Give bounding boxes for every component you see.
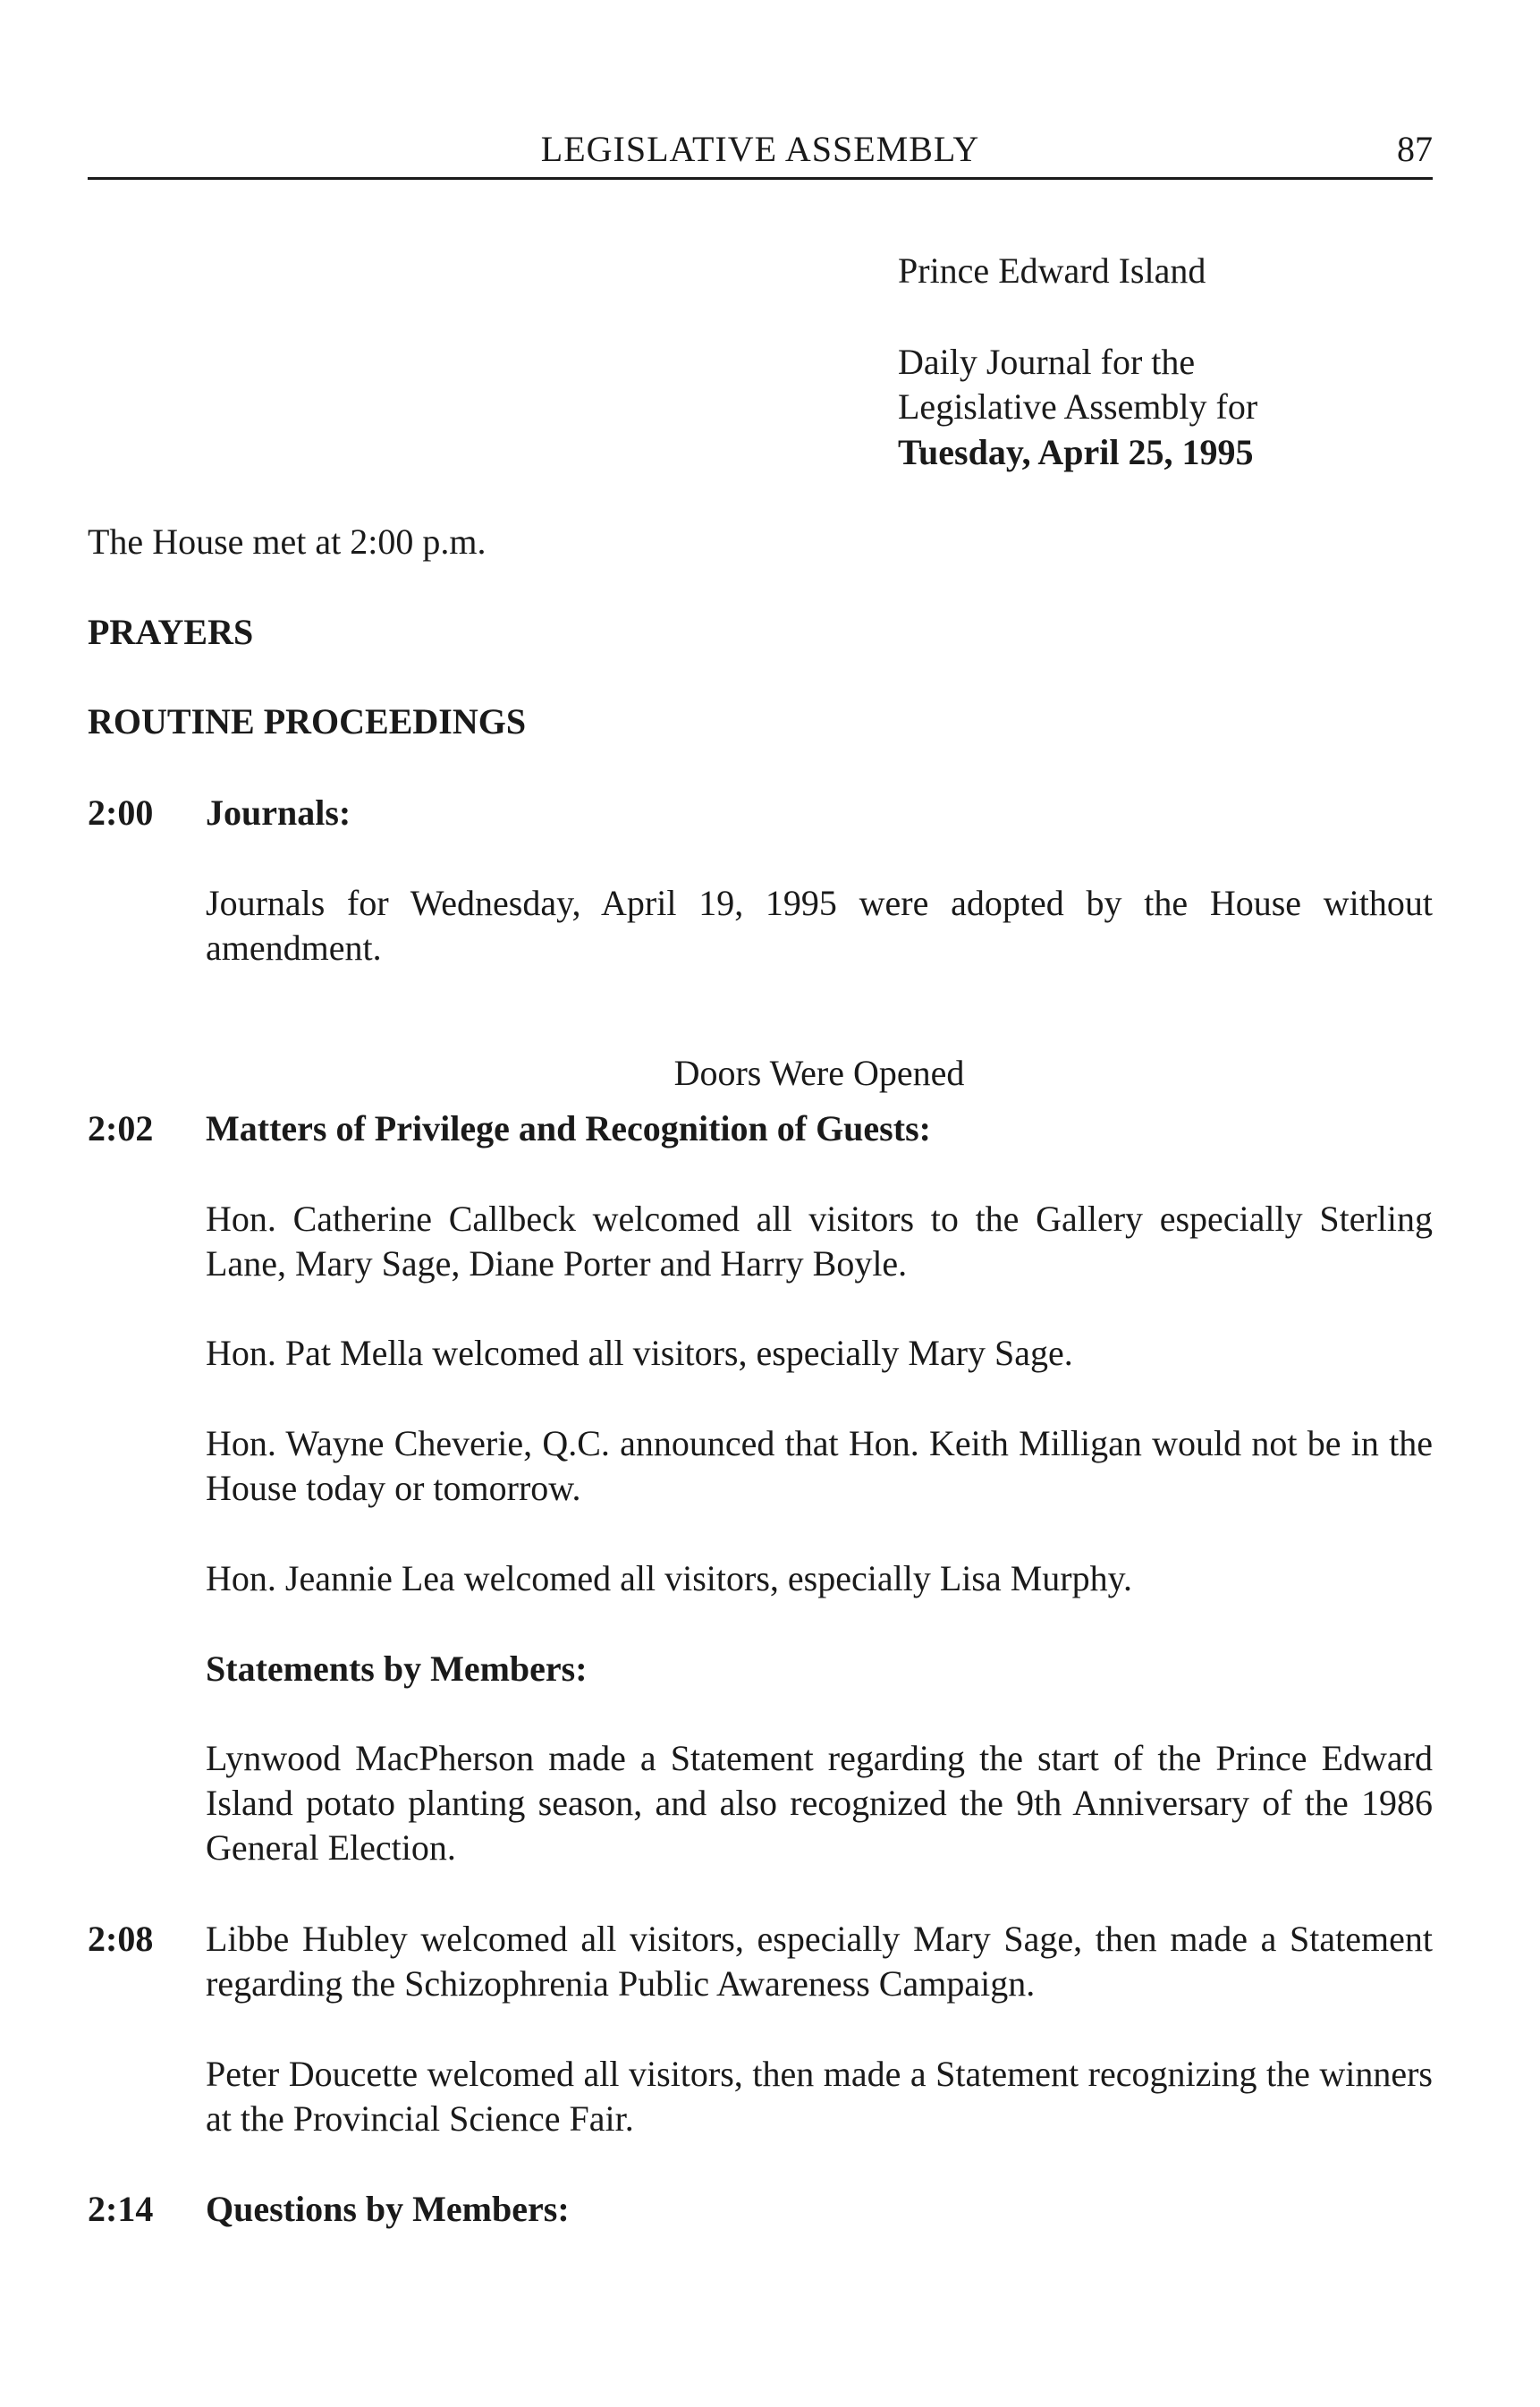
journals-text: Journals for Wednesday, April 19, 1995 were adopted by the House without amendment.: [206, 883, 1433, 968]
header-rule: [88, 177, 1433, 180]
privilege-item: Hon. Catherine Callbeck welcomed all visitors to the Gallery especially Sterling Lane, Mary Sage, Diane Porter and Harry Boyle.: [206, 1199, 1433, 1284]
prayers-heading: PRAYERS: [88, 612, 254, 652]
house-met-statement: The House met at 2:00 p.m.: [88, 521, 487, 562]
privilege-item: Hon. Jeannie Lea welcomed all visitors, especially Lisa Murphy.: [206, 1558, 1132, 1598]
privilege-heading: Matters of Privilege and Recognition of Guests:: [206, 1108, 931, 1148]
masthead-province: Prince Edward Island: [898, 250, 1206, 291]
statement-item: Peter Doucette welcomed all visitors, then made a Statement recognizing the winners at the Provincial Science Fair.: [206, 2054, 1433, 2139]
routine-proceedings-heading: ROUTINE PROCEEDINGS: [88, 701, 527, 742]
time-stamp: 2:02: [88, 1108, 154, 1148]
masthead-journal-line1: Daily Journal for the: [898, 342, 1196, 382]
questions-heading: Questions by Members:: [206, 2189, 570, 2229]
doors-opened-note: Doors Were Opened: [673, 1053, 965, 1093]
statement-item: Lynwood MacPherson made a Statement regarding the start of the Prince Edward Island potato planting season, and also recognized the 9th Anniversary of the 1986 General Election.: [206, 1738, 1433, 1868]
time-stamp: 2:00: [88, 792, 154, 833]
privilege-item: Hon. Wayne Cheverie, Q.C. announced that Hon. Keith Milligan would not be in the House today or tomorrow.: [206, 1423, 1433, 1508]
statement-item: Libbe Hubley welcomed all visitors, especially Mary Sage, then made a Statement regarding the Schizophrenia Public Awareness Campaign.: [206, 1919, 1433, 2004]
time-stamp: 2:08: [88, 1919, 154, 1959]
privilege-item: Hon. Pat Mella welcomed all visitors, especially Mary Sage.: [206, 1333, 1073, 1373]
running-header: LEGISLATIVE ASSEMBLY: [540, 129, 980, 169]
masthead-journal-line2: Legislative Assembly for: [898, 386, 1258, 427]
page-number: 87: [1397, 129, 1433, 169]
journals-heading: Journals:: [206, 792, 351, 833]
statements-heading: Statements by Members:: [206, 1648, 588, 1689]
masthead-date: Tuesday, April 25, 1995: [898, 432, 1254, 472]
time-stamp: 2:14: [88, 2189, 154, 2229]
